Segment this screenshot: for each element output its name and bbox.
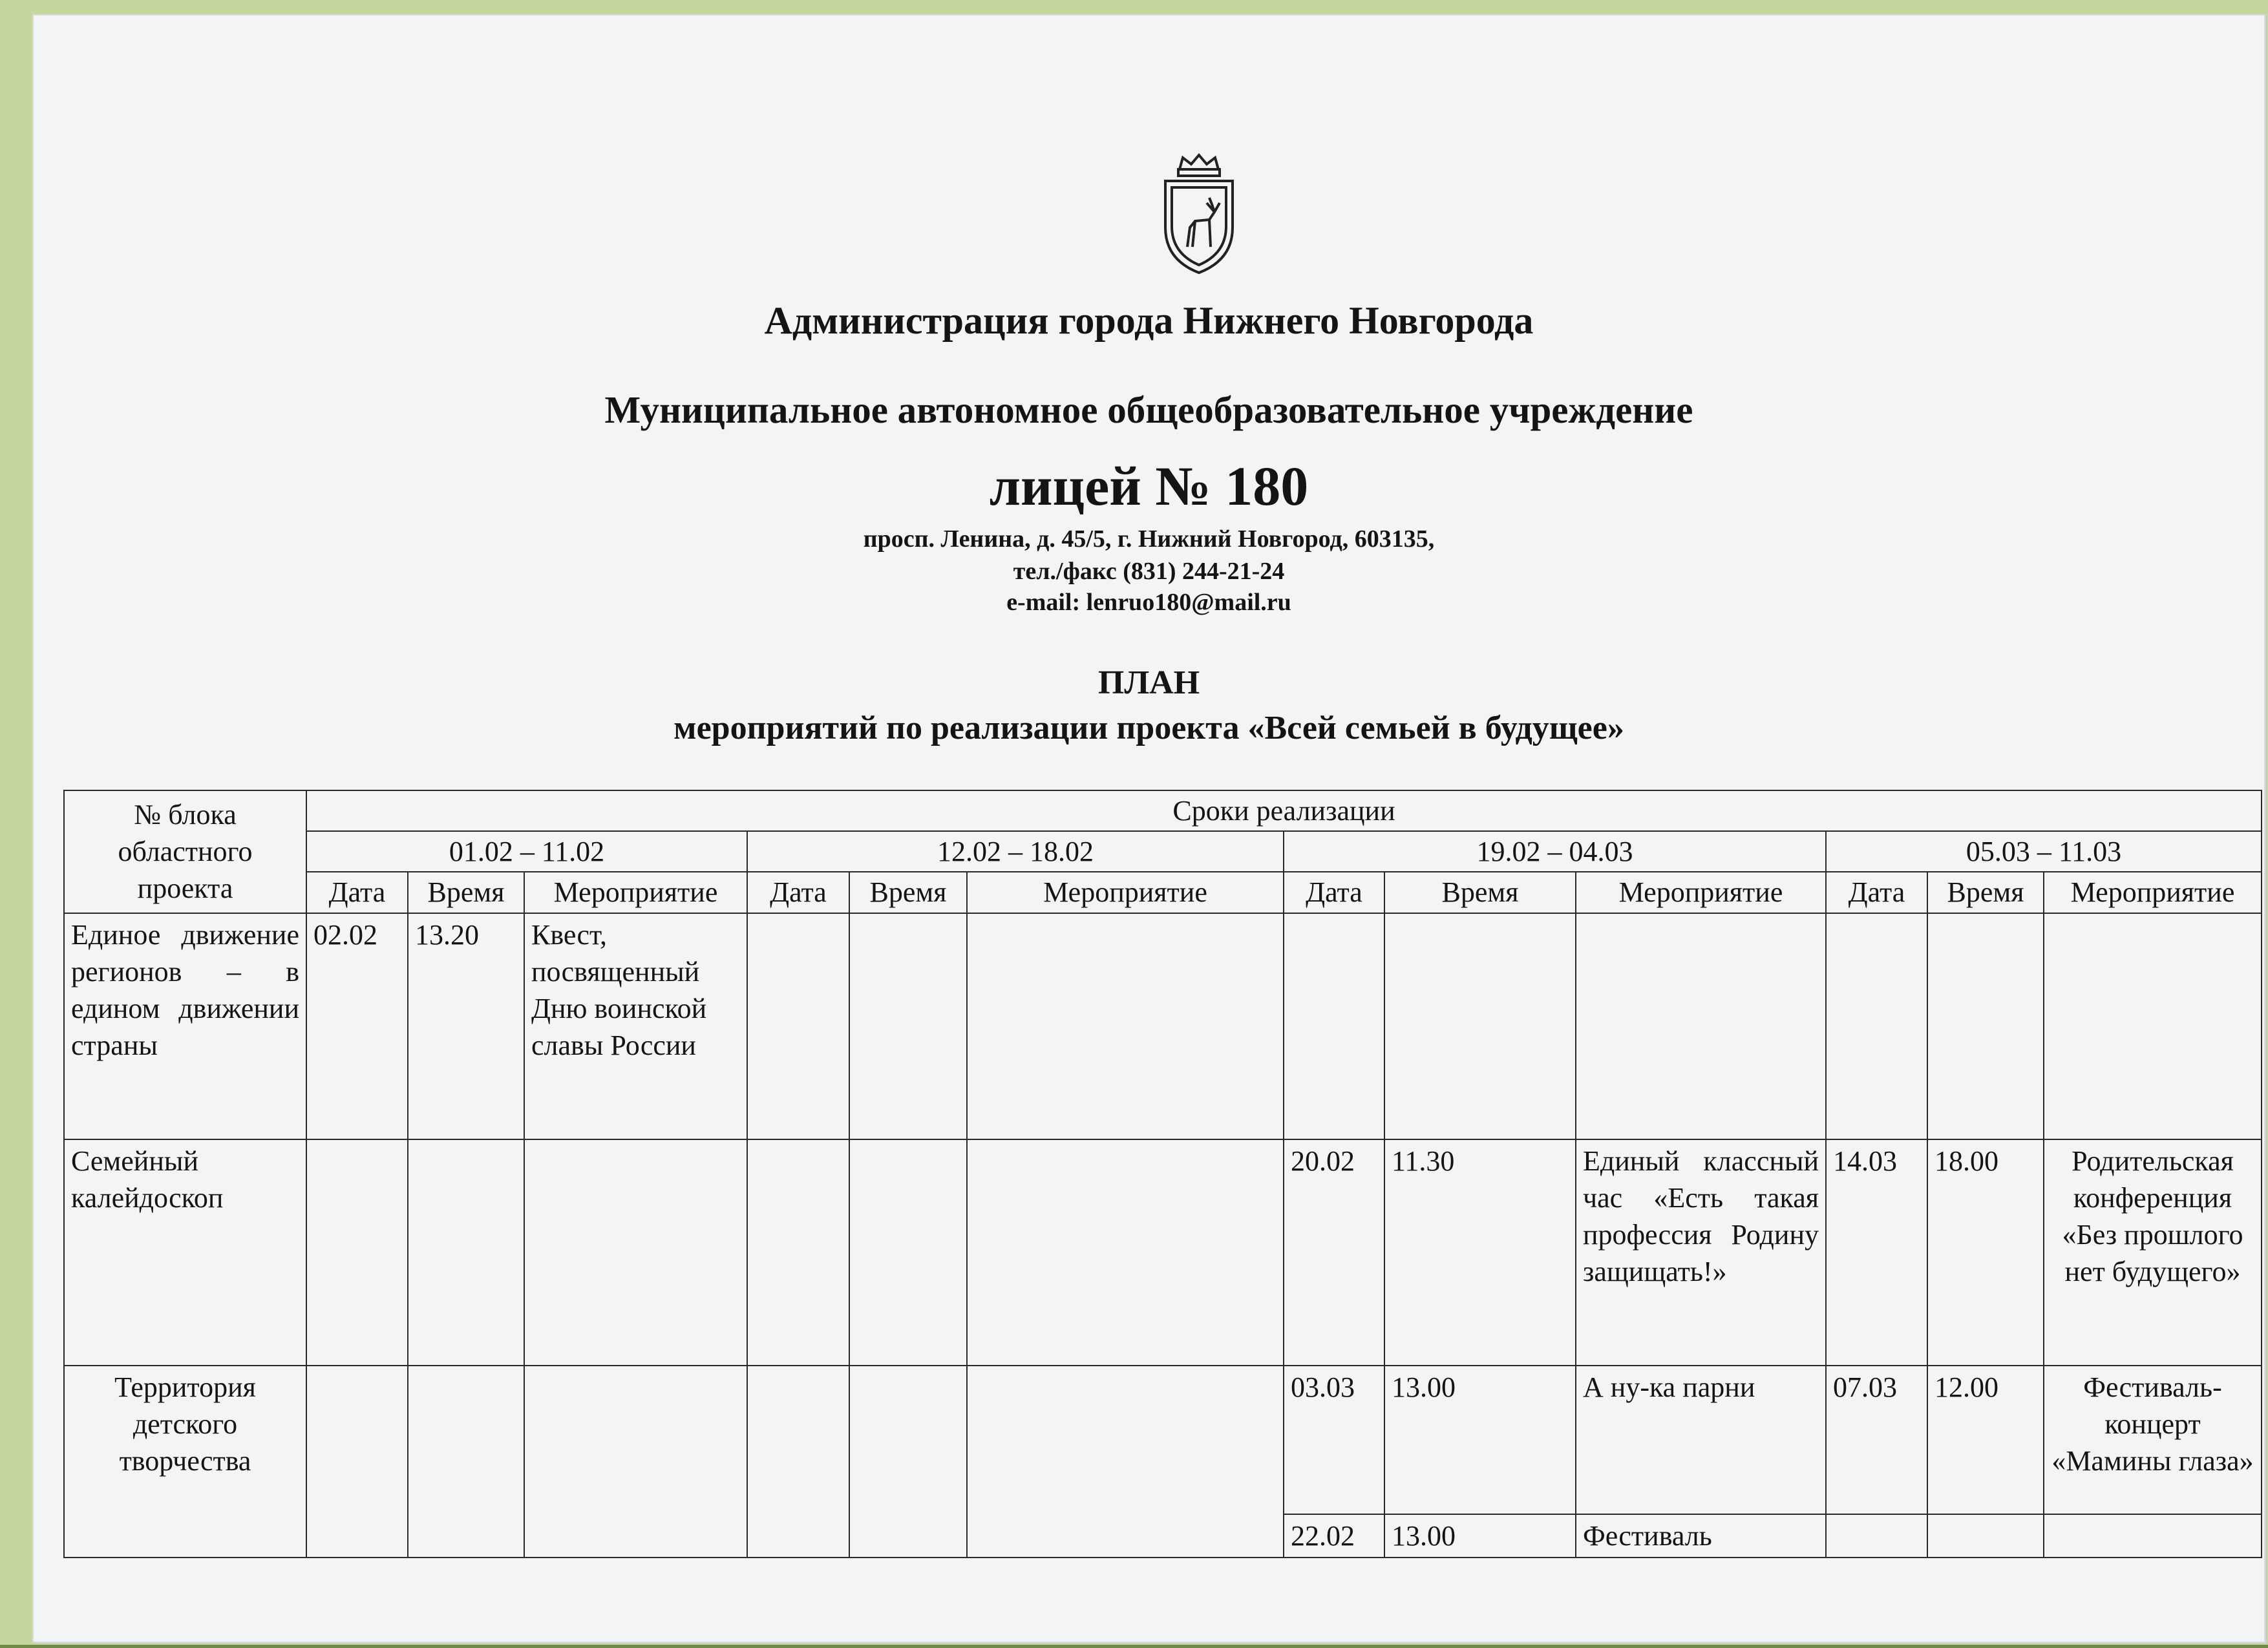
period-header: Сроки реализации — [306, 790, 2262, 831]
date-cell: 03.03 — [1284, 1366, 1384, 1514]
event-cell: Квест, посвященный Дню воинской славы России — [524, 913, 747, 1139]
empty-cell — [306, 1139, 408, 1366]
date-cell: 22.02 — [1284, 1514, 1384, 1558]
address-line: просп. Ленина, д. 45/5, г. Нижний Новгород, 603135, — [863, 525, 1435, 553]
table-row — [64, 1139, 2262, 1366]
table-row — [64, 1366, 2262, 1514]
period-4-header: 05.03 – 11.03 — [1826, 831, 2262, 872]
event-cell: Единый классный час «Есть такая профессия Родину защищать!» — [1576, 1139, 1826, 1366]
period-1-header: 01.02 – 11.02 — [306, 831, 747, 872]
empty-cell — [747, 1139, 849, 1366]
periods-row — [64, 831, 2262, 872]
date-header: Дата — [747, 872, 849, 913]
document-sheet — [32, 14, 2265, 1643]
empty-cell — [1826, 913, 1927, 1139]
time-cell: 13.00 — [1384, 1514, 1576, 1558]
time-cell: 11.30 — [1384, 1139, 1576, 1366]
time-header: Время — [849, 872, 967, 913]
date-cell: 07.03 — [1826, 1366, 1927, 1514]
time-header: Время — [408, 872, 524, 913]
date-header: Дата — [1284, 872, 1384, 913]
subcolumns-row — [64, 872, 2262, 913]
coat-of-arms-icon — [1147, 150, 1251, 279]
empty-cell — [1284, 913, 1384, 1139]
plan-subtitle: мероприятий по реализации проекта «Всей семьей в будущее» — [673, 710, 1624, 746]
date-cell: 20.02 — [1284, 1139, 1384, 1366]
period-2-header: 12.02 – 18.02 — [747, 831, 1284, 872]
empty-cell — [1576, 913, 1826, 1139]
empty-cell — [1826, 1514, 1927, 1558]
block-cell: Семейный калейдоскоп — [64, 1139, 306, 1366]
empty-cell — [2044, 1514, 2262, 1558]
scan-edge — [0, 1645, 2268, 1648]
time-header: Время — [1384, 872, 1576, 913]
lyceum-title: лицей № 180 — [989, 455, 1309, 517]
event-cell: Фестиваль-концерт «Мамины глаза» — [2044, 1366, 2262, 1514]
plan-table — [63, 790, 2262, 1558]
empty-cell — [524, 1366, 747, 1558]
block-column-header: № блока областного проекта — [64, 790, 306, 913]
time-cell: 18.00 — [1927, 1139, 2044, 1366]
empty-cell — [2044, 913, 2262, 1139]
table-row — [64, 913, 2262, 1139]
period-3-header: 19.02 – 04.03 — [1284, 831, 1826, 872]
plan-title: ПЛАН — [1097, 664, 1200, 701]
empty-cell — [967, 913, 1284, 1139]
empty-cell — [967, 1139, 1284, 1366]
empty-cell — [849, 1366, 967, 1558]
empty-cell — [524, 1139, 747, 1366]
empty-cell — [306, 1366, 408, 1558]
empty-cell — [1384, 913, 1576, 1139]
date-cell: 02.02 — [306, 913, 408, 1139]
empty-cell — [1927, 913, 2044, 1139]
block-cell: Единое движение регионов – в едином движении страны — [64, 913, 306, 1139]
time-cell: 12.00 — [1927, 1366, 2044, 1514]
empty-cell — [408, 1366, 524, 1558]
empty-cell — [1927, 1514, 2044, 1558]
event-cell: Фестиваль — [1576, 1514, 1826, 1558]
empty-cell — [967, 1366, 1284, 1558]
event-header: Мероприятие — [1576, 872, 1826, 913]
date-header: Дата — [1826, 872, 1927, 913]
date-header: Дата — [306, 872, 408, 913]
empty-cell — [849, 913, 967, 1139]
phone-line: тел./факс (831) 244-21-24 — [1013, 558, 1285, 585]
event-cell: Родительская конференция «Без прошлого нет будущего» — [2044, 1139, 2262, 1366]
empty-cell — [747, 1366, 849, 1558]
event-header: Мероприятие — [524, 872, 747, 913]
empty-cell — [747, 913, 849, 1139]
table-header-row — [64, 790, 2262, 831]
event-header: Мероприятие — [2044, 872, 2262, 913]
event-header: Мероприятие — [967, 872, 1284, 913]
administration-title: Администрация города Нижнего Новгорода — [764, 299, 1534, 342]
empty-cell — [408, 1139, 524, 1366]
time-cell: 13.00 — [1384, 1366, 1576, 1514]
institution-title: Муниципальное автономное общеобразовательное учреждение — [604, 388, 1693, 431]
time-cell: 13.20 — [408, 913, 524, 1139]
time-header: Время — [1927, 872, 2044, 913]
date-cell: 14.03 — [1826, 1139, 1927, 1366]
empty-cell — [849, 1139, 967, 1366]
email-line: e-mail: lenruo180@mail.ru — [1006, 589, 1291, 616]
block-cell: Территория детского творчества — [64, 1366, 306, 1558]
event-cell: А ну-ка парни — [1576, 1366, 1826, 1514]
